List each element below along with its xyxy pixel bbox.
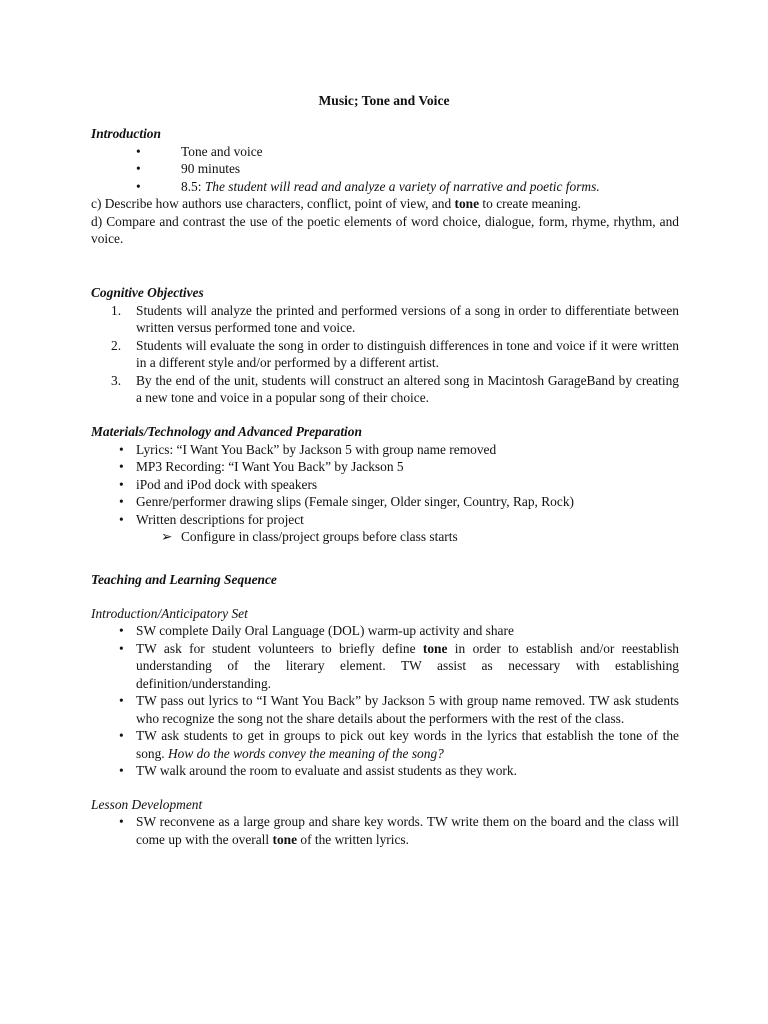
teaching-section xyxy=(91,571,679,848)
list-item: • 90 minutes xyxy=(136,161,241,176)
bullet-icon: • xyxy=(119,459,124,474)
bullet-icon: • xyxy=(119,441,124,457)
list-item: • Genre/performer drawing slips (Female singer, Older singer, Country, Rap, Rock) xyxy=(119,494,574,509)
intro-list xyxy=(91,622,679,780)
cognitive-section xyxy=(91,284,679,407)
list-item: • TW pass out lyrics to “I Want You Back” by Jackson 5 with group name removed. TW ask students who recognize the song not the share details about the performers with the rest of the class. xyxy=(119,693,679,726)
bullet-icon: • xyxy=(119,693,124,708)
introduction-list xyxy=(91,143,679,196)
page-title: Music; Tone and Voice xyxy=(318,93,450,108)
list-item: • Tone and voice xyxy=(136,143,263,159)
bullet-icon: • xyxy=(119,814,124,829)
list-item: • TW ask students to get in groups to pick out key words in the lyrics that establish the tone of the song. How do the words convey the meaning of the song? xyxy=(119,728,679,761)
objective-c: c) Describe how authors use characters, conflict, point of view, and tone to create meaning. xyxy=(91,196,581,211)
bullet-icon: • xyxy=(119,763,124,778)
bullet-icon: • xyxy=(136,161,141,176)
bullet-icon: • xyxy=(119,640,124,656)
materials-section xyxy=(91,423,679,546)
arrow-icon: ➢ xyxy=(161,529,173,544)
cognitive-list xyxy=(91,302,679,407)
standard-text: The student will read and analyze a variety of narrative and poetic forms. xyxy=(204,178,600,194)
list-item: ➢ Configure in class/project groups before class starts xyxy=(161,529,458,544)
bullet-icon: • xyxy=(119,728,124,743)
list-item: • SW reconvene as a large group and share key words. TW write them on the board and the class will come up with the overall tone of the written lyrics. xyxy=(119,814,679,847)
bullet-icon: • xyxy=(119,511,124,527)
bullet-icon: • xyxy=(136,178,141,194)
list-item: • Lyrics: “I Want You Back” by Jackson 5 with group name removed xyxy=(119,441,497,457)
bullet-icon: • xyxy=(136,143,141,159)
list-item: • SW complete Daily Oral Language (DOL) warm-up activity and share xyxy=(119,623,514,638)
objective-d: d) Compare and contrast the use of the poetic elements of word choice, dialogue, form, rhyme, rhythm, and voice. xyxy=(91,213,679,246)
introduction-section xyxy=(91,125,679,248)
cognitive-heading: Cognitive Objectives xyxy=(91,285,204,300)
list-item: 1. Students will analyze the printed and performed versions of a song in order to differentiate between written versus performed tone and voice. xyxy=(111,302,679,335)
bullet-icon: • xyxy=(119,494,124,509)
materials-sublist xyxy=(91,528,679,546)
introduction-heading: Introduction xyxy=(91,126,161,141)
list-item: • MP3 Recording: “I Want You Back” by Jackson 5 xyxy=(119,459,404,474)
list-item: 3. By the end of the unit, students will construct an altered song in Macintosh GarageBand by creating a new tone and voice in a popular song of their choice. xyxy=(111,372,679,405)
materials-list xyxy=(91,441,679,529)
standard-code: 8.5: xyxy=(181,178,205,194)
bullet-icon: • xyxy=(119,476,124,492)
list-item: • TW walk around the room to evaluate and assist students as they work. xyxy=(119,763,517,778)
list-item xyxy=(91,178,679,196)
lesson-list xyxy=(91,813,679,848)
bullet-icon: • xyxy=(119,623,124,638)
teaching-heading: Teaching and Learning Sequence xyxy=(91,572,277,587)
list-item: • TW ask for student volunteers to briefly define tone in order to establish and/or reestablish understanding of the literary element. TW assist as necessary with establishing definition/understanding. xyxy=(119,640,679,691)
list-item: • Written descriptions for project xyxy=(119,511,304,527)
lesson-subheading: Lesson Development xyxy=(91,796,203,812)
intro-subheading: Introduction/Anticipatory Set xyxy=(91,605,248,621)
materials-heading: Materials/Technology and Advanced Preparation xyxy=(91,424,362,439)
list-item: • iPod and iPod dock with speakers xyxy=(119,476,318,492)
list-item: 2. Students will evaluate the song in order to distinguish differences in tone and voice if it were written in a different style and/or performed by a different artist. xyxy=(111,337,679,370)
